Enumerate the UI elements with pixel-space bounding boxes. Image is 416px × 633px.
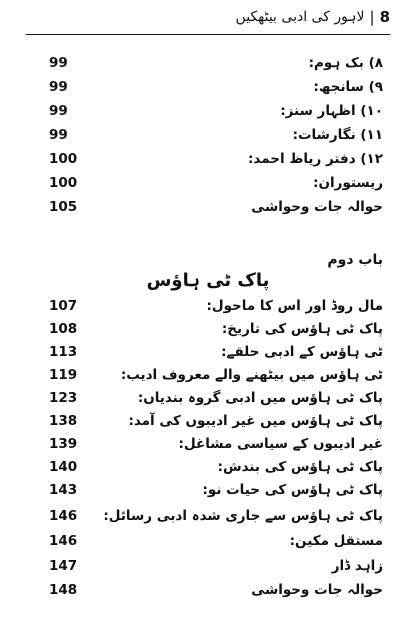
toc-entry (0, 318, 416, 340)
toc-entry-title: پاک ٹی ہاؤس کی بندش: (217, 459, 383, 475)
toc-entry (0, 52, 416, 74)
toc-entry-page: 107 (49, 298, 78, 314)
toc-entry-page: 99 (49, 127, 68, 143)
toc-entry (0, 555, 416, 577)
toc-entry (0, 387, 416, 409)
toc-entry-title: ۱۲) دفتر ریاظ احمد: (248, 151, 383, 167)
running-title: لاہور کی ادبی بیٹھکیں (235, 9, 365, 25)
toc-entry-title: غیر ادیبوں کے سیاسی مشاغل: (178, 436, 383, 452)
toc-entry-title: پاک ٹی ہاؤس میں ادبی گروہ بندیاں: (137, 390, 383, 406)
toc-entry (0, 579, 416, 601)
toc-entry-title: مستقل مکین: (289, 533, 383, 549)
toc-entry-page: 119 (49, 367, 78, 383)
toc-entry-title: ریستوران: (313, 175, 383, 191)
toc-entry-title: پاک ٹی ہاؤس سے جاری شدہ ادبی رسائل: (103, 508, 383, 524)
toc-entry-page: 148 (49, 582, 78, 598)
toc-entry-title: مال روڈ اور اس کا ماحول: (206, 298, 383, 314)
header-separator: | (369, 8, 375, 26)
toc-entry-title: حوالہ جات وحواشی (251, 199, 383, 215)
toc-entry-page: 146 (49, 508, 78, 524)
toc-entry (0, 410, 416, 432)
toc-entry-page: 113 (49, 344, 78, 360)
toc-entry-title: زاہد ڈار (331, 558, 383, 574)
page-header (236, 8, 390, 26)
toc-entry-page: 140 (49, 459, 78, 475)
toc-entry-page: 105 (49, 199, 78, 215)
toc-entry-page: 146 (49, 533, 78, 549)
toc-entry-page: 147 (49, 558, 78, 574)
toc-entry-title: پاک ٹی ہاؤس کی تاریخ: (221, 321, 383, 337)
toc-entry (0, 295, 416, 317)
toc-entry (0, 124, 416, 146)
toc-entry-title: حوالہ جات وحواشی (251, 582, 383, 598)
toc-entry-title: ۱۰) اظہار سنز: (280, 103, 383, 119)
toc-entry-page: 123 (49, 390, 78, 406)
toc-entry-title: ٹی ہاؤس کے ادبی حلقے: (221, 344, 383, 360)
toc-entry-title: ۸) بک ہوم: (308, 55, 383, 71)
header-rule (26, 34, 390, 35)
toc-entry-page: 99 (49, 103, 68, 119)
toc-entry-title: پاک ٹی ہاؤس میں غیر ادیبوں کی آمد: (128, 413, 383, 429)
toc-entry (0, 364, 416, 386)
toc-entry (0, 479, 416, 501)
toc-entry (0, 172, 416, 194)
toc-entry-page: 99 (49, 55, 68, 71)
toc-entry-page: 143 (49, 482, 78, 498)
chapter-label: باب دوم (327, 252, 383, 268)
toc-entry-page: 100 (49, 175, 78, 191)
toc-entry-page: 139 (49, 436, 78, 452)
toc-entry (0, 76, 416, 98)
chapter-title: پاک ٹی ہاؤس (146, 270, 270, 291)
toc-entry-title: ٹی ہاؤس میں بیٹھنے والے معروف ادیب: (120, 367, 383, 383)
page-number: 8 (379, 8, 390, 26)
toc-entry (0, 433, 416, 455)
toc-entry-page: 99 (49, 79, 68, 95)
toc-entry-title: ۱۱) نگارشات: (292, 127, 383, 143)
toc-entry-page: 108 (49, 321, 78, 337)
toc-entry-page: 100 (49, 151, 78, 167)
toc-entry (0, 341, 416, 363)
toc-entry (0, 196, 416, 218)
toc-entry (0, 456, 416, 478)
toc-entry-title: پاک ٹی ہاؤس کی حیات نو: (202, 482, 383, 498)
toc-entry (0, 530, 416, 552)
toc-entry-page: 138 (49, 413, 78, 429)
toc-entry-title: ۹) سانجھ: (313, 79, 383, 95)
toc-entry (0, 100, 416, 122)
toc-entry (0, 148, 416, 170)
toc-entry (0, 505, 416, 527)
